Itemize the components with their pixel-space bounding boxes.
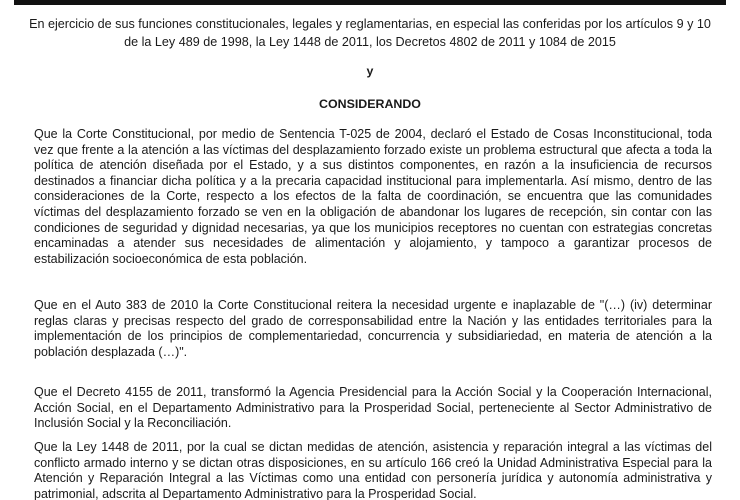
paragraph-auto-383: Que en el Auto 383 de 2010 la Corte Constitucional reitera la necesidad urgente e inaplazable de "(…) (iv) determinar reglas claras y precisas respecto del grado de corresponsabilidad entre la Nación y las entidades territoriales para la implementación de los principios de complementariedad, concurrencia y subsidiariedad, en materia de atención a la población desplazada (…)". bbox=[34, 298, 712, 359]
paragraph-decreto-4155: Que el Decreto 4155 de 2011, transformó la Agencia Presidencial para la Acción Social y la Cooperación Internacional, Acción Social, en el Departamento Administrativo para la Prosperidad Social, perteneciente al Sector Administrativo de Inclusión Social y la Reconciliación. bbox=[34, 385, 712, 431]
top-border-line bbox=[14, 0, 726, 5]
paragraph-ley-1448: Que la Ley 1448 de 2011, por la cual se dictan medidas de atención, asistencia y reparación integral a las víctimas del conflicto armado interno y se dictan otras disposiciones, en su artículo 166 creó la Unidad Administrativa Especial para la Atención y Reparación Integral a las Víctimas como una entidad con personería jurídica y autonomía administrativa y patrimonial, adscrita al Departamento Administrativo para la Prosperidad Social. bbox=[34, 440, 712, 500]
conjunction-line: y bbox=[366, 64, 374, 78]
section-heading: CONSIDERANDO bbox=[319, 97, 421, 111]
paragraph-sentencia-t025: Que la Corte Constitucional, por medio de Sentencia T-025 de 2004, declaró el Estado de Cosas Inconstitucional, toda vez que frente a la atención a las víctimas del desplazamiento forzado existe un problema estructural que afecta a toda la política de atención diseñada por el Estado, y a sus distintos componentes, en razón a la insuficiencia de recursos destinados a financiar dicha política y a la precaria capacidad institucional para implementarla. Así mismo, dentro de las consideraciones de la Corte, respecto a los efectos de la falta de coordinación, se encuentra que las comunidades víctimas del desplazamiento forzado se ven en la obligación de abandonar los lugares de recepción, sin contar con las condiciones de seguridad y dignidad necesarias, ya que los municipios receptores no cuentan con estrategias concretas encaminadas a atender sus necesidades de alimentación y alojamiento, y tampoco a garantizar procesos de estabilización socioeconómica de esta población. bbox=[34, 127, 712, 266]
intro-paragraph: En ejercicio de sus funciones constitucionales, legales y reglamentarias, en especial las conferidas por los artículos 9 y 10 de la Ley 489 de 1998, la Ley 1448 de 2011, los Decretos 4802 de 2011 y 1084 de 2015 bbox=[29, 17, 711, 49]
